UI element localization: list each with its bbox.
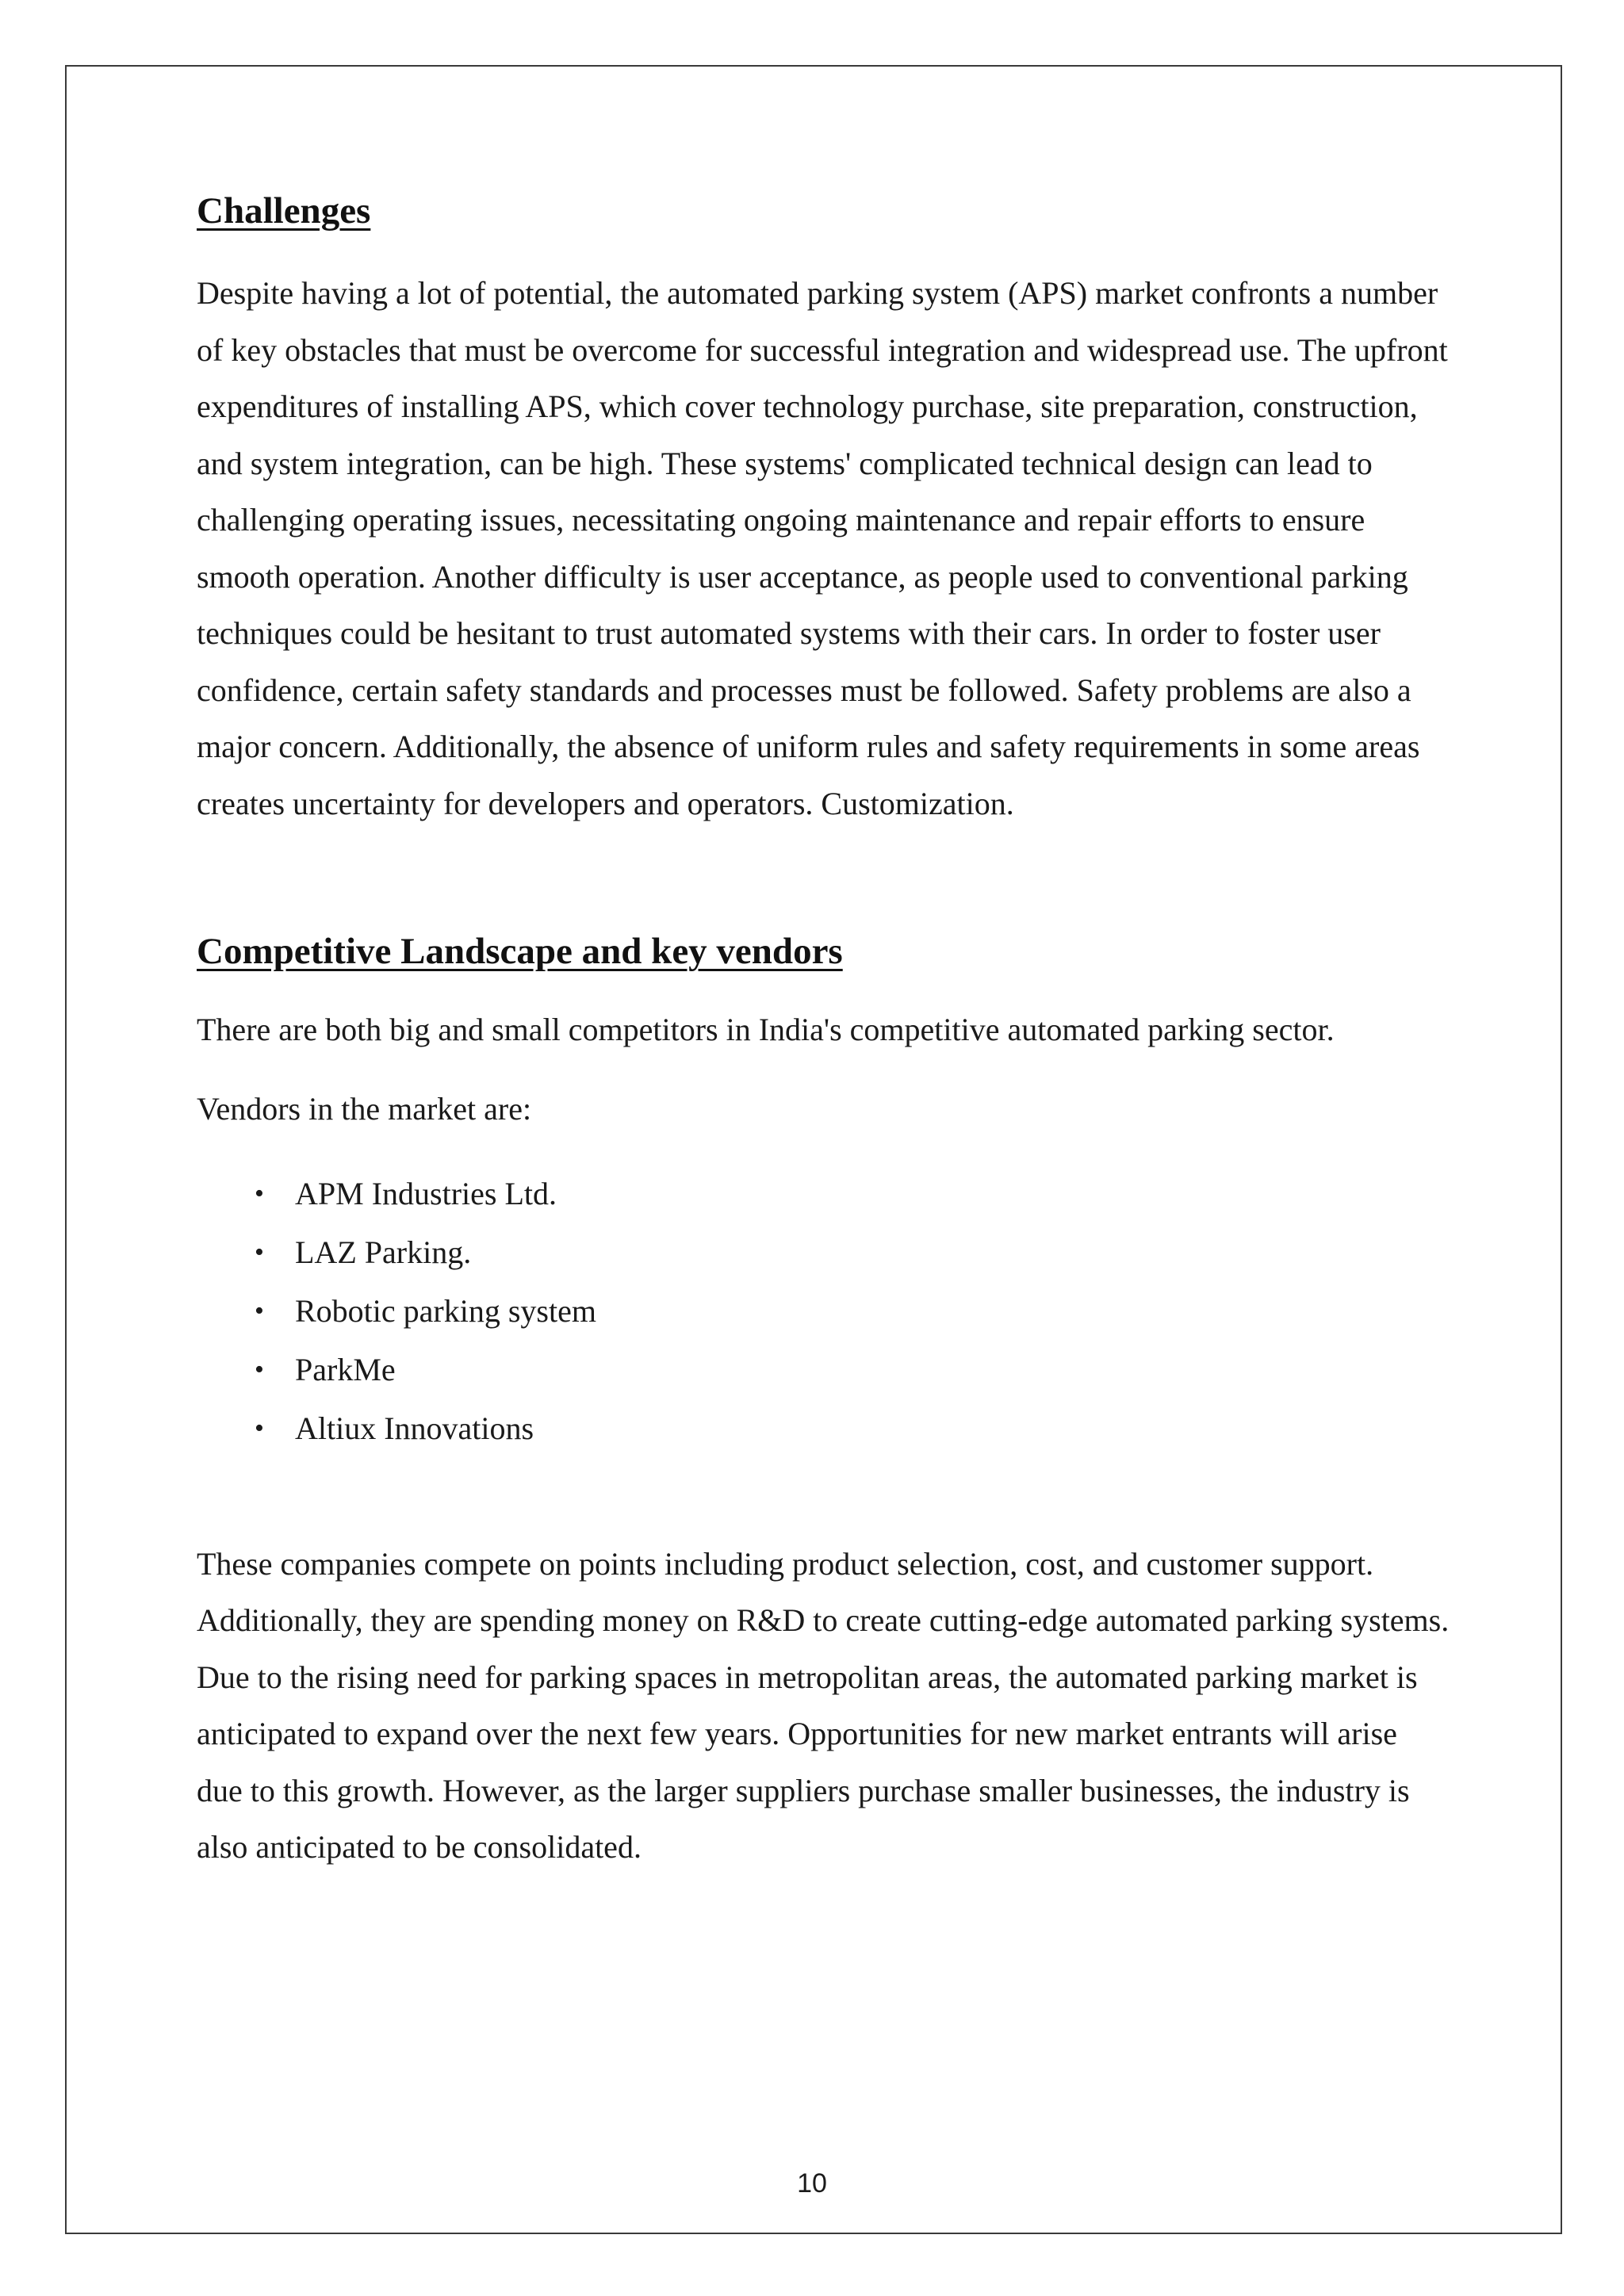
vendor-list-item xyxy=(197,1399,1450,1458)
vendor-list-item xyxy=(197,1341,1450,1399)
bullet-icon: • xyxy=(255,1354,264,1384)
competitive-landscape-heading: Competitive Landscape and key vendors xyxy=(197,931,843,973)
vendor-name: Robotic parking system xyxy=(295,1292,596,1329)
page-number: 10 xyxy=(797,2168,827,2198)
challenges-paragraph: Despite having a lot of potential, the automated parking system (APS) market confronts a number of key obstacles that must be overcome for successful integration and widespread use. The upfront expenditures of installing APS, which cover technology purchase, site preparation, construction, and system integration, can be high. These systems' complicated technical design can lead to challenging operating issues, necessitating ongoing maintenance and repair efforts to ensure smooth operation. Another difficulty is user acceptance, as people used to conventional parking techniques could be hesitant to trust automated systems with their cars. In order to foster user confidence, certain safety standards and processes must be followed. Safety problems are also a major concern. Additionally, the absence of uniform rules and safety requirements in some areas creates uncertainty for developers and operators. Customization. xyxy=(197,275,1448,821)
bullet-icon: • xyxy=(255,1237,264,1267)
bullet-icon: • xyxy=(255,1413,264,1443)
challenges-heading: Challenges xyxy=(197,190,371,232)
closing-paragraph: These companies compete on points including product selection, cost, and customer support. Additionally, they are spending money on R&D to create cutting-edge automated parking systems. Due to the rising need for parking spaces in metropolitan areas, the automated parking market is anticipated to expand over the next few years. Opportunities for new market entrants will arise due to this growth. However, as the larger suppliers purchase smaller businesses, the industry is also anticipated to be consolidated. xyxy=(197,1545,1450,1866)
page-content xyxy=(197,189,1450,1876)
vendor-name: Altiux Innovations xyxy=(295,1410,534,1446)
bullet-icon: • xyxy=(255,1178,264,1208)
vendor-list-item xyxy=(197,1282,1450,1341)
vendor-list xyxy=(197,1165,1450,1458)
vendor-name: LAZ Parking. xyxy=(295,1234,472,1270)
vendor-name: ParkMe xyxy=(295,1351,396,1387)
vendor-list-item xyxy=(197,1165,1450,1223)
vendors-intro-text: Vendors in the market are: xyxy=(197,1091,532,1127)
vendor-name: APM Industries Ltd. xyxy=(295,1175,557,1211)
competitive-intro-paragraph: There are both big and small competitors in India's competitive automated parking sector. xyxy=(197,1011,1335,1047)
vendor-list-item xyxy=(197,1223,1450,1282)
bullet-icon: • xyxy=(255,1295,264,1326)
